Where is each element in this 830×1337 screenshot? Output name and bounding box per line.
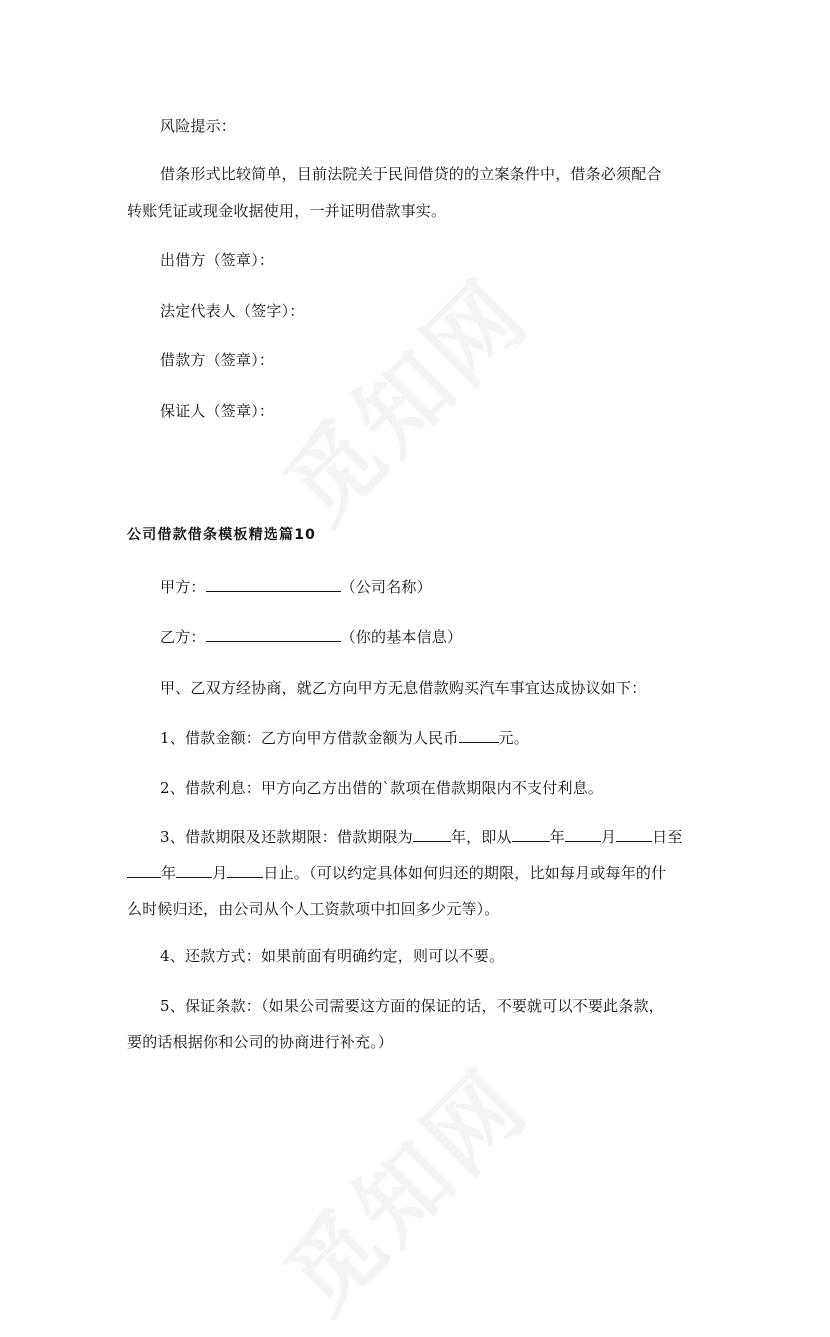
party-b-blank <box>206 627 341 642</box>
legal-rep-signature-line: 法定代表人（签字）： <box>160 302 305 320</box>
party-b-note: （你的基本信息） <box>340 628 463 646</box>
party-a-blank <box>206 577 341 592</box>
clause-3-end-year-blank <box>127 863 161 878</box>
clause-1-amount-blank <box>459 728 499 743</box>
party-b-label: 乙方： <box>160 628 206 646</box>
party-b-line <box>160 627 462 647</box>
guarantor-signature-line: 保证人（签章）： <box>160 402 275 420</box>
risk-body-line1: 借条形式比较简单，目前法院关于民间借贷的的立案条件中，借条必须配合 <box>160 165 662 183</box>
clause-3-text-d: 月 <box>600 828 617 846</box>
clause-3-start-day-blank <box>616 827 652 842</box>
clause-1-text: 1、借款金额：乙方向甲方借款金额为人民币 <box>160 729 459 747</box>
party-a-line <box>160 577 432 597</box>
clause-5-line1: 5、保证条款：（如果公司需要这方面的保证的话，不要就可以不要此条款， <box>160 997 664 1015</box>
clause-3-line2 <box>127 863 666 883</box>
clause-3-text-g: 月 <box>212 864 228 882</box>
section-heading: 公司借款借条模板精选篇10 <box>127 527 317 543</box>
watermark-bottom <box>251 1035 552 1336</box>
clause-3-text-b: 年，即从 <box>450 828 512 846</box>
clause-1 <box>160 728 529 748</box>
clause-3-end-month-blank <box>176 863 212 878</box>
clause-2: 2、借款利息：甲方向乙方出借的`款项在借款期限内不支付利息。 <box>160 779 604 797</box>
party-a-label: 甲方： <box>160 578 206 596</box>
clause-4: 4、还款方式：如果前面有明确约定，则可以不要。 <box>160 947 505 965</box>
clause-3-text-a: 3、借款期限及还款期限：借款期限为 <box>160 828 413 846</box>
clause-3-text-c: 年 <box>549 828 565 846</box>
risk-body-line2: 转账凭证或现金收据使用，一并证明借款事实。 <box>127 202 447 220</box>
clause-3-line1 <box>160 827 683 847</box>
clause-3-text-h: 日止。（可以约定具体如何归还的期限，比如每月或每年的什 <box>263 864 667 882</box>
lender-signature-line: 出借方（签章）： <box>160 251 275 269</box>
clause-3-start-year-blank <box>512 827 550 842</box>
clause-3-start-month-blank <box>565 827 601 842</box>
risk-title: 风险提示： <box>160 117 237 135</box>
clause-3-years-blank <box>413 827 451 842</box>
clause-3-text-e: 日至 <box>652 828 683 846</box>
clause-3-text-f: 年 <box>161 864 177 882</box>
clause-1-unit: 元。 <box>498 729 529 747</box>
clause-3-line3: 么时候归还，由公司从个人工资款项中扣回多少元等）。 <box>127 900 500 918</box>
clause-5-line2: 要的话根据你和公司的协商进行补充。） <box>127 1033 394 1051</box>
party-a-note: （公司名称） <box>340 578 432 596</box>
borrower-signature-line: 借款方（签章）： <box>160 351 275 369</box>
watermark-top <box>251 245 552 546</box>
agreement-intro: 甲、乙双方经协商，就乙方向甲方无息借款购买汽车事宜达成协议如下： <box>160 679 647 697</box>
clause-3-end-day-blank <box>227 863 263 878</box>
